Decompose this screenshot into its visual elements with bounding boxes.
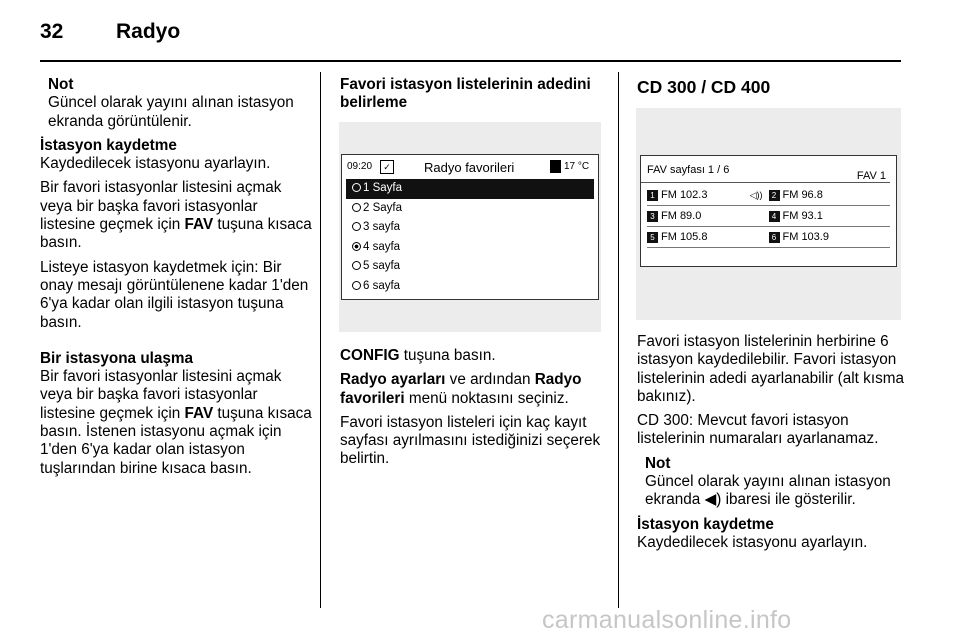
list-item: 3 sayfa bbox=[346, 218, 594, 238]
note-title: Not bbox=[645, 454, 671, 472]
column-3-text bbox=[637, 333, 905, 558]
cd-heading: CD 300 / CD 400 bbox=[637, 77, 771, 97]
paragraph-reach-station: Bir favori istasyonlar listesini açmak veya bir başka favori istasyonlar listesine geçmek için FAV tuşuna kısaca basın. İstenen istasyonu açmak için 1'den 6'ya kadar olan istasyon tuşlarından birine kısaca basın. bbox=[40, 368, 312, 477]
fav-capacity-paragraph: Favori istasyon listelerinin herbirine 6 istasyon kaydedilebilir. Favori istasyon listelerinin adedi ayarlanabilir (alt kısma bakınız). bbox=[637, 333, 904, 405]
list-item: 1 Sayfa bbox=[346, 179, 594, 199]
save-text: Kaydedilecek istasyonu ayarlayın. bbox=[40, 155, 271, 173]
preset-3: 3 FM 89.0 bbox=[647, 206, 769, 226]
speaker-icon: ◀) bbox=[704, 491, 722, 509]
screen-temperature: 17 °C bbox=[564, 161, 590, 172]
radio-icon bbox=[352, 261, 361, 270]
page-title: Radyo bbox=[116, 20, 181, 43]
fav-list-label: FAV 1 bbox=[856, 170, 886, 182]
note-title: Not bbox=[48, 76, 74, 93]
screen-title: Radyo favorileri bbox=[424, 160, 515, 175]
config-key-label: CONFIG bbox=[340, 347, 400, 364]
screen-time: 09:20 bbox=[347, 161, 373, 172]
fav-lists-heading: Favori istasyon listelerinin adedini belirleme bbox=[340, 76, 591, 112]
thermometer-icon bbox=[550, 160, 561, 173]
speaker-icon: ◁)) bbox=[749, 190, 763, 200]
column-3-heading bbox=[637, 78, 907, 96]
save-text: Kaydedilecek istasyonu ayarlayın. bbox=[637, 533, 868, 551]
preset-5: 5 FM 105.8 bbox=[647, 227, 769, 247]
save-heading: İstasyon kaydetme bbox=[637, 515, 774, 533]
column-2-text bbox=[340, 347, 610, 475]
note-text: Güncel olarak yayını alınan istasyon ekranda ◀) ibaresi ile gösterilir. bbox=[645, 473, 891, 509]
page-number: 32 bbox=[40, 20, 64, 43]
radio-selected-icon bbox=[352, 242, 361, 251]
save-heading: İstasyon kaydetme bbox=[40, 136, 177, 154]
fav-key-label: FAV bbox=[184, 216, 214, 234]
cd300-paragraph: CD 300: Mevcut favori istasyon listelerinin numaraları ayarlanamaz. bbox=[637, 412, 879, 448]
column-divider-1 bbox=[320, 72, 321, 608]
radio-icon bbox=[352, 222, 361, 231]
preset-4: 4 FM 93.1 bbox=[769, 206, 891, 226]
radio-icon bbox=[352, 203, 361, 212]
confirm-icon: ✓ bbox=[380, 160, 394, 174]
header-rule bbox=[40, 60, 901, 62]
column-divider-2 bbox=[618, 72, 619, 608]
preset-2: 2 FM 96.8 bbox=[769, 185, 891, 205]
select-count-paragraph: Favori istasyon listeleri için kaç kayıt sayfası ayrılmasını istediğinizi seçerek belirtin. bbox=[340, 413, 601, 468]
reach-heading: Bir istasyona ulaşma bbox=[40, 349, 194, 367]
radio-favorites-screen bbox=[341, 154, 599, 300]
note-box bbox=[40, 76, 312, 131]
paragraph-save-station: Listeye istasyon kaydetmek için: Bir onay mesajı görüntülenene kadar 1'den 6'ya kadar olan ilgili istasyon tuşuna basın. bbox=[40, 258, 309, 331]
fav-page-indicator: FAV sayfası 1 / 6 bbox=[647, 164, 730, 176]
paragraph-fav-open: Bir favori istasyonlar listesini açmak veya bir başka favori istasyonlar listesine geçmek için FAV tuşuna kısaca basın. bbox=[40, 179, 312, 252]
fav-page-screen bbox=[640, 155, 897, 267]
fav-key-label: FAV bbox=[184, 404, 214, 422]
preset-1: 1 FM 102.3 ◁)) bbox=[647, 185, 769, 205]
config-paragraph: CONFIG tuşuna basın. bbox=[340, 347, 496, 364]
column-2 bbox=[340, 76, 610, 113]
radio-icon bbox=[352, 183, 361, 192]
note-box bbox=[637, 455, 905, 510]
list-item: 6 sayfa bbox=[346, 277, 594, 297]
column-1 bbox=[40, 76, 312, 484]
menu-paragraph: Radyo ayarları ve ardından Radyo favorileri menü noktasını seçiniz. bbox=[340, 371, 582, 407]
list-item: 4 sayfa bbox=[346, 238, 594, 258]
preset-6: 6 FM 103.9 bbox=[769, 227, 891, 247]
list-item: 2 Sayfa bbox=[346, 199, 594, 219]
note-text: Güncel olarak yayını alınan istasyon ekranda görüntülenir. bbox=[48, 94, 294, 130]
watermark: carmanualsonline.info bbox=[542, 606, 792, 634]
list-item: 5 sayfa bbox=[346, 257, 594, 277]
radio-icon bbox=[352, 281, 361, 290]
